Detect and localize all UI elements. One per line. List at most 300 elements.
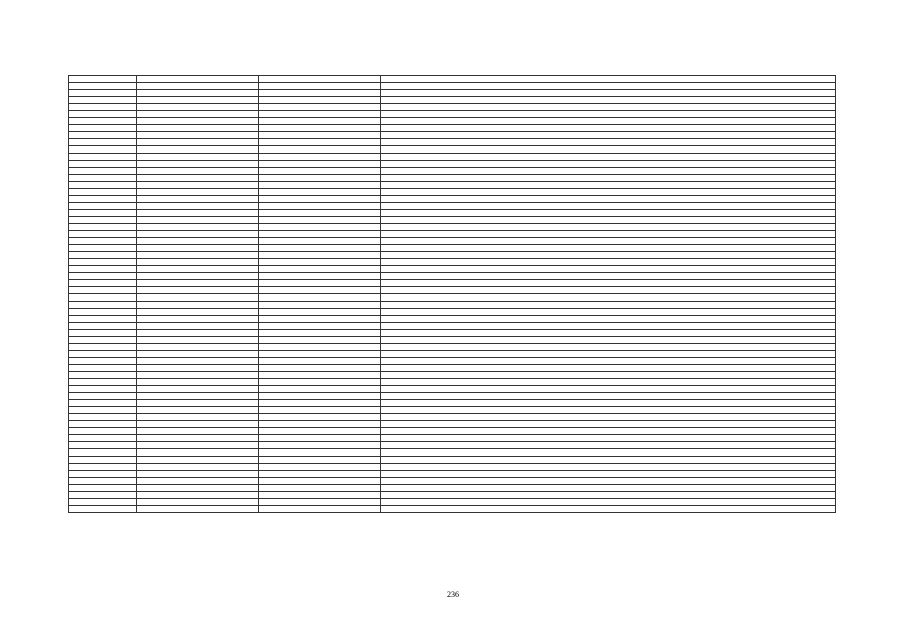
row-number-cell — [69, 146, 137, 153]
row-number-cell — [69, 491, 137, 498]
table-row — [69, 153, 836, 160]
table-row — [69, 245, 836, 252]
row-number-cell — [69, 336, 137, 343]
related-cadastral-number-cell — [259, 301, 381, 308]
cadastral-number-cell — [137, 202, 259, 209]
related-cadastral-number-cell — [259, 216, 381, 223]
cadastral-number-cell — [137, 449, 259, 456]
related-cadastral-number-cell — [259, 252, 381, 259]
table-row — [69, 294, 836, 301]
address-cell — [381, 456, 836, 463]
row-number-cell — [69, 195, 137, 202]
related-cadastral-number-cell — [259, 498, 381, 505]
address-cell — [381, 386, 836, 393]
address-cell — [381, 393, 836, 400]
related-cadastral-number-cell — [259, 371, 381, 378]
table-row — [69, 343, 836, 350]
cadastral-number-cell — [137, 223, 259, 230]
table-row — [69, 350, 836, 357]
table-row — [69, 477, 836, 484]
row-number-cell — [69, 498, 137, 505]
table-row — [69, 266, 836, 273]
address-cell — [381, 245, 836, 252]
cadastral-number-cell — [137, 350, 259, 357]
table-row — [69, 132, 836, 139]
address-cell — [381, 308, 836, 315]
table-row — [69, 407, 836, 414]
table-row — [69, 308, 836, 315]
address-cell — [381, 153, 836, 160]
related-cadastral-number-cell — [259, 223, 381, 230]
address-cell — [381, 350, 836, 357]
address-cell — [381, 202, 836, 209]
related-cadastral-number-cell — [259, 456, 381, 463]
address-cell — [381, 498, 836, 505]
row-number-cell — [69, 470, 137, 477]
address-cell — [381, 195, 836, 202]
table-row — [69, 188, 836, 195]
row-number-cell — [69, 181, 137, 188]
address-cell — [381, 322, 836, 329]
cadastral-number-cell — [137, 146, 259, 153]
cadastral-number-cell — [137, 308, 259, 315]
row-number-cell — [69, 209, 137, 216]
row-number-cell — [69, 266, 137, 273]
table-row — [69, 146, 836, 153]
table-row — [69, 315, 836, 322]
row-number-cell — [69, 245, 137, 252]
row-number-cell — [69, 364, 137, 371]
table-row — [69, 421, 836, 428]
table-row — [69, 223, 836, 230]
address-cell — [381, 76, 836, 83]
table-row — [69, 104, 836, 111]
related-cadastral-number-cell — [259, 167, 381, 174]
address-cell — [381, 216, 836, 223]
address-cell — [381, 139, 836, 146]
cadastral-number-cell — [137, 435, 259, 442]
cadastral-number-cell — [137, 484, 259, 491]
row-number-cell — [69, 287, 137, 294]
table-row — [69, 322, 836, 329]
address-cell — [381, 505, 836, 512]
related-cadastral-number-cell — [259, 463, 381, 470]
related-cadastral-number-cell — [259, 315, 381, 322]
address-cell — [381, 421, 836, 428]
row-number-cell — [69, 174, 137, 181]
row-number-cell — [69, 315, 137, 322]
table-row — [69, 252, 836, 259]
cadastral-number-cell — [137, 160, 259, 167]
table-row — [69, 371, 836, 378]
row-number-cell — [69, 428, 137, 435]
table-row — [69, 386, 836, 393]
table-row — [69, 484, 836, 491]
cadastral-number-cell — [137, 195, 259, 202]
cadastral-number-cell — [137, 153, 259, 160]
row-number-cell — [69, 252, 137, 259]
related-cadastral-number-cell — [259, 393, 381, 400]
related-cadastral-number-cell — [259, 477, 381, 484]
table-row — [69, 287, 836, 294]
address-cell — [381, 160, 836, 167]
cadastral-number-cell — [137, 111, 259, 118]
cadastral-number-cell — [137, 336, 259, 343]
cadastral-number-cell — [137, 322, 259, 329]
related-cadastral-number-cell — [259, 505, 381, 512]
cadastral-number-cell — [137, 238, 259, 245]
table-row — [69, 364, 836, 371]
related-cadastral-number-cell — [259, 104, 381, 111]
row-number-cell — [69, 139, 137, 146]
related-cadastral-number-cell — [259, 259, 381, 266]
address-cell — [381, 273, 836, 280]
cadastral-number-cell — [137, 273, 259, 280]
table-row — [69, 167, 836, 174]
related-cadastral-number-cell — [259, 245, 381, 252]
table-row — [69, 449, 836, 456]
row-number-cell — [69, 223, 137, 230]
row-number-cell — [69, 216, 137, 223]
address-cell — [381, 174, 836, 181]
address-cell — [381, 484, 836, 491]
row-number-cell — [69, 153, 137, 160]
row-number-cell — [69, 97, 137, 104]
cadastral-number-cell — [137, 245, 259, 252]
cadastral-number-cell — [137, 477, 259, 484]
row-number-cell — [69, 76, 137, 83]
table-row — [69, 195, 836, 202]
table-row — [69, 428, 836, 435]
address-cell — [381, 287, 836, 294]
address-cell — [381, 146, 836, 153]
table-row — [69, 498, 836, 505]
cadastral-number-cell — [137, 139, 259, 146]
table-row — [69, 329, 836, 336]
address-cell — [381, 118, 836, 125]
cadastral-number-cell — [137, 294, 259, 301]
address-cell — [381, 301, 836, 308]
table-row — [69, 231, 836, 238]
address-cell — [381, 111, 836, 118]
address-cell — [381, 477, 836, 484]
table-row — [69, 505, 836, 512]
row-number-cell — [69, 118, 137, 125]
table-row — [69, 414, 836, 421]
cadastral-number-cell — [137, 343, 259, 350]
table-row — [69, 273, 836, 280]
related-cadastral-number-cell — [259, 322, 381, 329]
address-cell — [381, 315, 836, 322]
table-row — [69, 76, 836, 83]
cadastral-number-cell — [137, 266, 259, 273]
address-cell — [381, 238, 836, 245]
cadastral-number-cell — [137, 421, 259, 428]
row-number-cell — [69, 435, 137, 442]
row-number-cell — [69, 301, 137, 308]
address-cell — [381, 343, 836, 350]
row-number-cell — [69, 442, 137, 449]
row-number-cell — [69, 463, 137, 470]
related-cadastral-number-cell — [259, 111, 381, 118]
row-number-cell — [69, 329, 137, 336]
cadastral-number-cell — [137, 407, 259, 414]
address-cell — [381, 294, 836, 301]
table-row — [69, 301, 836, 308]
cadastral-number-cell — [137, 379, 259, 386]
related-cadastral-number-cell — [259, 273, 381, 280]
table-row — [69, 139, 836, 146]
related-cadastral-number-cell — [259, 428, 381, 435]
table-row — [69, 125, 836, 132]
cadastral-number-cell — [137, 301, 259, 308]
address-cell — [381, 231, 836, 238]
cadastral-number-cell — [137, 400, 259, 407]
cadastral-number-cell — [137, 97, 259, 104]
row-number-cell — [69, 111, 137, 118]
row-number-cell — [69, 231, 137, 238]
table-row — [69, 181, 836, 188]
cadastral-number-cell — [137, 209, 259, 216]
address-cell — [381, 329, 836, 336]
table-row — [69, 491, 836, 498]
related-cadastral-number-cell — [259, 132, 381, 139]
related-cadastral-number-cell — [259, 350, 381, 357]
cadastral-number-cell — [137, 104, 259, 111]
cadastral-number-cell — [137, 498, 259, 505]
address-cell — [381, 167, 836, 174]
related-cadastral-number-cell — [259, 470, 381, 477]
related-cadastral-number-cell — [259, 400, 381, 407]
row-number-cell — [69, 238, 137, 245]
address-cell — [381, 188, 836, 195]
address-cell — [381, 209, 836, 216]
cadastral-number-cell — [137, 174, 259, 181]
cadastral-number-cell — [137, 118, 259, 125]
address-cell — [381, 371, 836, 378]
row-number-cell — [69, 393, 137, 400]
address-cell — [381, 442, 836, 449]
cadastral-number-cell — [137, 357, 259, 364]
related-cadastral-number-cell — [259, 343, 381, 350]
row-number-cell — [69, 477, 137, 484]
table-row — [69, 160, 836, 167]
address-cell — [381, 266, 836, 273]
related-cadastral-number-cell — [259, 238, 381, 245]
related-cadastral-number-cell — [259, 202, 381, 209]
row-number-cell — [69, 308, 137, 315]
row-number-cell — [69, 273, 137, 280]
row-number-cell — [69, 414, 137, 421]
related-cadastral-number-cell — [259, 491, 381, 498]
related-cadastral-number-cell — [259, 209, 381, 216]
row-number-cell — [69, 343, 137, 350]
related-cadastral-number-cell — [259, 421, 381, 428]
cadastral-number-cell — [137, 188, 259, 195]
table-row — [69, 336, 836, 343]
cadastral-number-cell — [137, 252, 259, 259]
related-cadastral-number-cell — [259, 484, 381, 491]
table-row — [69, 470, 836, 477]
related-cadastral-number-cell — [259, 76, 381, 83]
row-number-cell — [69, 421, 137, 428]
row-number-cell — [69, 400, 137, 407]
property-register-table — [68, 75, 836, 513]
address-cell — [381, 463, 836, 470]
row-number-cell — [69, 202, 137, 209]
related-cadastral-number-cell — [259, 139, 381, 146]
cadastral-number-cell — [137, 470, 259, 477]
row-number-cell — [69, 125, 137, 132]
related-cadastral-number-cell — [259, 160, 381, 167]
cadastral-number-cell — [137, 167, 259, 174]
related-cadastral-number-cell — [259, 231, 381, 238]
address-cell — [381, 132, 836, 139]
table-row — [69, 90, 836, 97]
row-number-cell — [69, 449, 137, 456]
related-cadastral-number-cell — [259, 266, 381, 273]
row-number-cell — [69, 259, 137, 266]
table-row — [69, 238, 836, 245]
cadastral-number-cell — [137, 216, 259, 223]
cadastral-number-cell — [137, 132, 259, 139]
table-row — [69, 456, 836, 463]
related-cadastral-number-cell — [259, 195, 381, 202]
table-row — [69, 259, 836, 266]
related-cadastral-number-cell — [259, 83, 381, 90]
related-cadastral-number-cell — [259, 118, 381, 125]
address-cell — [381, 379, 836, 386]
row-number-cell — [69, 280, 137, 287]
related-cadastral-number-cell — [259, 280, 381, 287]
row-number-cell — [69, 505, 137, 512]
cadastral-number-cell — [137, 231, 259, 238]
address-cell — [381, 400, 836, 407]
cadastral-number-cell — [137, 181, 259, 188]
register-table-body — [69, 76, 836, 513]
address-cell — [381, 336, 836, 343]
address-cell — [381, 181, 836, 188]
cadastral-number-cell — [137, 125, 259, 132]
page-number: 236 — [447, 590, 459, 599]
table-row — [69, 393, 836, 400]
cadastral-number-cell — [137, 329, 259, 336]
row-number-cell — [69, 132, 137, 139]
cadastral-number-cell — [137, 83, 259, 90]
cadastral-number-cell — [137, 76, 259, 83]
address-cell — [381, 414, 836, 421]
address-cell — [381, 280, 836, 287]
related-cadastral-number-cell — [259, 90, 381, 97]
table-row — [69, 216, 836, 223]
row-number-cell — [69, 386, 137, 393]
cadastral-number-cell — [137, 393, 259, 400]
table-row — [69, 209, 836, 216]
cadastral-number-cell — [137, 315, 259, 322]
cadastral-number-cell — [137, 259, 259, 266]
cadastral-number-cell — [137, 386, 259, 393]
table-row — [69, 118, 836, 125]
related-cadastral-number-cell — [259, 364, 381, 371]
cadastral-number-cell — [137, 428, 259, 435]
address-cell — [381, 435, 836, 442]
address-cell — [381, 357, 836, 364]
row-number-cell — [69, 379, 137, 386]
address-cell — [381, 259, 836, 266]
row-number-cell — [69, 294, 137, 301]
related-cadastral-number-cell — [259, 357, 381, 364]
address-cell — [381, 125, 836, 132]
row-number-cell — [69, 90, 137, 97]
cadastral-number-cell — [137, 491, 259, 498]
related-cadastral-number-cell — [259, 308, 381, 315]
address-cell — [381, 470, 836, 477]
row-number-cell — [69, 407, 137, 414]
row-number-cell — [69, 167, 137, 174]
cadastral-number-cell — [137, 414, 259, 421]
related-cadastral-number-cell — [259, 174, 381, 181]
related-cadastral-number-cell — [259, 442, 381, 449]
row-number-cell — [69, 188, 137, 195]
table-row — [69, 111, 836, 118]
row-number-cell — [69, 484, 137, 491]
address-cell — [381, 428, 836, 435]
table-row — [69, 97, 836, 104]
table-row — [69, 442, 836, 449]
cadastral-number-cell — [137, 364, 259, 371]
related-cadastral-number-cell — [259, 414, 381, 421]
table-row — [69, 280, 836, 287]
table-row — [69, 83, 836, 90]
table-row — [69, 357, 836, 364]
address-cell — [381, 407, 836, 414]
related-cadastral-number-cell — [259, 188, 381, 195]
row-number-cell — [69, 371, 137, 378]
row-number-cell — [69, 350, 137, 357]
cadastral-number-cell — [137, 90, 259, 97]
row-number-cell — [69, 104, 137, 111]
row-number-cell — [69, 357, 137, 364]
row-number-cell — [69, 83, 137, 90]
table-row — [69, 463, 836, 470]
table-row — [69, 202, 836, 209]
address-cell — [381, 449, 836, 456]
row-number-cell — [69, 322, 137, 329]
related-cadastral-number-cell — [259, 407, 381, 414]
related-cadastral-number-cell — [259, 294, 381, 301]
cadastral-number-cell — [137, 463, 259, 470]
row-number-cell — [69, 160, 137, 167]
related-cadastral-number-cell — [259, 386, 381, 393]
related-cadastral-number-cell — [259, 153, 381, 160]
address-cell — [381, 223, 836, 230]
cadastral-number-cell — [137, 371, 259, 378]
table-row — [69, 174, 836, 181]
address-cell — [381, 104, 836, 111]
related-cadastral-number-cell — [259, 287, 381, 294]
address-cell — [381, 252, 836, 259]
related-cadastral-number-cell — [259, 435, 381, 442]
table-row — [69, 400, 836, 407]
address-cell — [381, 90, 836, 97]
related-cadastral-number-cell — [259, 146, 381, 153]
related-cadastral-number-cell — [259, 329, 381, 336]
table-row — [69, 379, 836, 386]
related-cadastral-number-cell — [259, 125, 381, 132]
address-cell — [381, 364, 836, 371]
related-cadastral-number-cell — [259, 97, 381, 104]
related-cadastral-number-cell — [259, 449, 381, 456]
